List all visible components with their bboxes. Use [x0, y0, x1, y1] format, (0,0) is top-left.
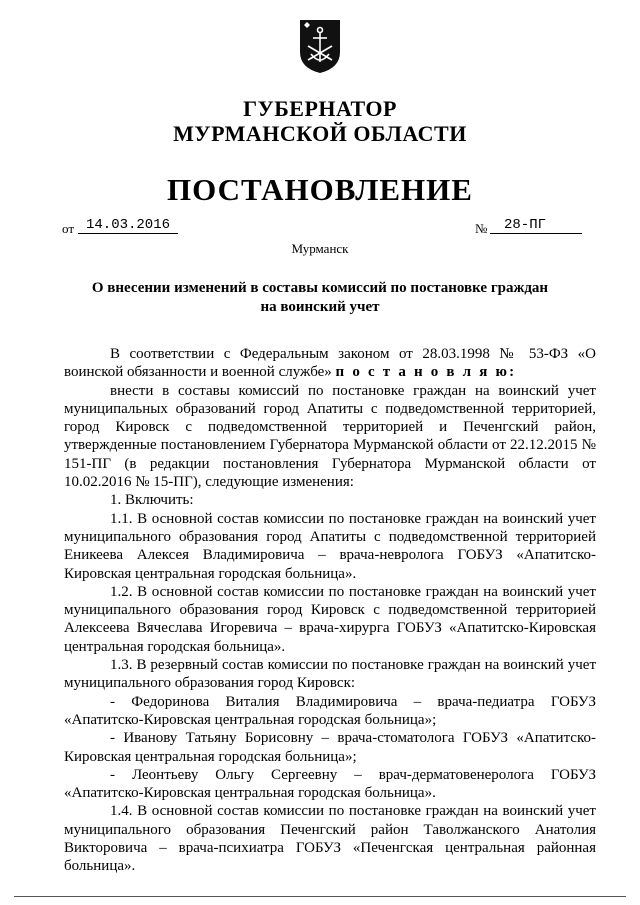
- item-1-3-list-entry-2: - Иванову Татьяну Борисовну – врача-стоматолога ГОБУЗ «Апатитско-Кировская центральная городская больница»;: [64, 730, 596, 765]
- item-1-4: 1.4. В основной состав комиссии по постановке граждан на воинский учет муниципального образования Печенгский район Таволжанского Анатолия Викторовича – врача-психиатра ГОБУЗ «Печенгская центральная районная больница».: [64, 803, 596, 875]
- number-prefix: №: [475, 221, 488, 236]
- city-name: Мурманск: [291, 241, 349, 256]
- governor-title-line2: МУРМАНСКОЙ ОБЛАСТИ: [173, 121, 467, 146]
- intro-paragraph: внести в составы комиссий по постановке граждан на воинский учет муниципальных образований город Апатиты с подведомственной территорией, город Кировск с подведомственной территорией и Печенгский район, утвержденные постановлением Губернатора Мурманской области от 22.12.2015 № 151-ПГ (в редакции постановления Губернатора Мурманской области от 10.02.2016 № 15-ПГ), следующие изменения:: [64, 382, 596, 491]
- document-date: 14.03.2016: [86, 217, 171, 233]
- item-1-1: 1.1. В основной состав комиссии по постановке граждан на воинский учет муниципального образования город Апатиты с подведомственной территорией Еникеева Алексея Владимировича – врача-невролога ГОБУЗ «Апатитско-Кировская центральная городская больница».: [64, 510, 596, 582]
- item-1-3-list-entry-1: - Федоринова Виталия Владимировича – врача-педиатра ГОБУЗ «Апатитско-Кировская центральная городская больница»;: [64, 693, 596, 728]
- item-1-2: 1.2. В основной состав комиссии по постановке граждан на воинский учет муниципального образования город Кировск с подведомственной территорией Алексеева Вячеслава Игоревича – врача-хирурга ГОБУЗ «Апатитско-Кировская центральная городская больница».: [64, 583, 596, 655]
- page-bottom-divider: [14, 896, 626, 897]
- decree-word: п о с т а н о в л я ю:: [335, 364, 517, 381]
- number-underline: [490, 233, 582, 234]
- item-1-3-list-entry-3: - Леонтьеву Ольгу Сергеевну – врач-дерматовенеролога ГОБУЗ «Апатитско-Кировская центральная городская больница».: [64, 766, 596, 802]
- document-subject: О внесении изменений в составы комиссий по постановке граждан на воинский учет: [91, 280, 549, 315]
- date-underline: [78, 233, 178, 234]
- document-body: [64, 345, 596, 876]
- section-1-heading: 1. Включить:: [110, 492, 194, 509]
- date-number-row: [62, 217, 582, 237]
- preamble-text: В соответствии с Федеральным законом от 28.03.1998 № 53-ФЗ «О воинской обязанности и военной службе»: [64, 346, 596, 381]
- document-number: 28-ПГ: [504, 217, 547, 233]
- item-1-3: 1.3. В резервный состав комиссии по постановке граждан на воинский учет муниципального образования город Кировск:: [64, 657, 596, 692]
- preamble-paragraph: [64, 345, 596, 382]
- governor-title-line1: ГУБЕРНАТОР: [243, 96, 397, 121]
- document-type-title: ПОСТАНОВЛЕНИЕ: [167, 172, 473, 207]
- date-prefix: от: [62, 221, 75, 236]
- coat-of-arms-icon: [298, 18, 342, 74]
